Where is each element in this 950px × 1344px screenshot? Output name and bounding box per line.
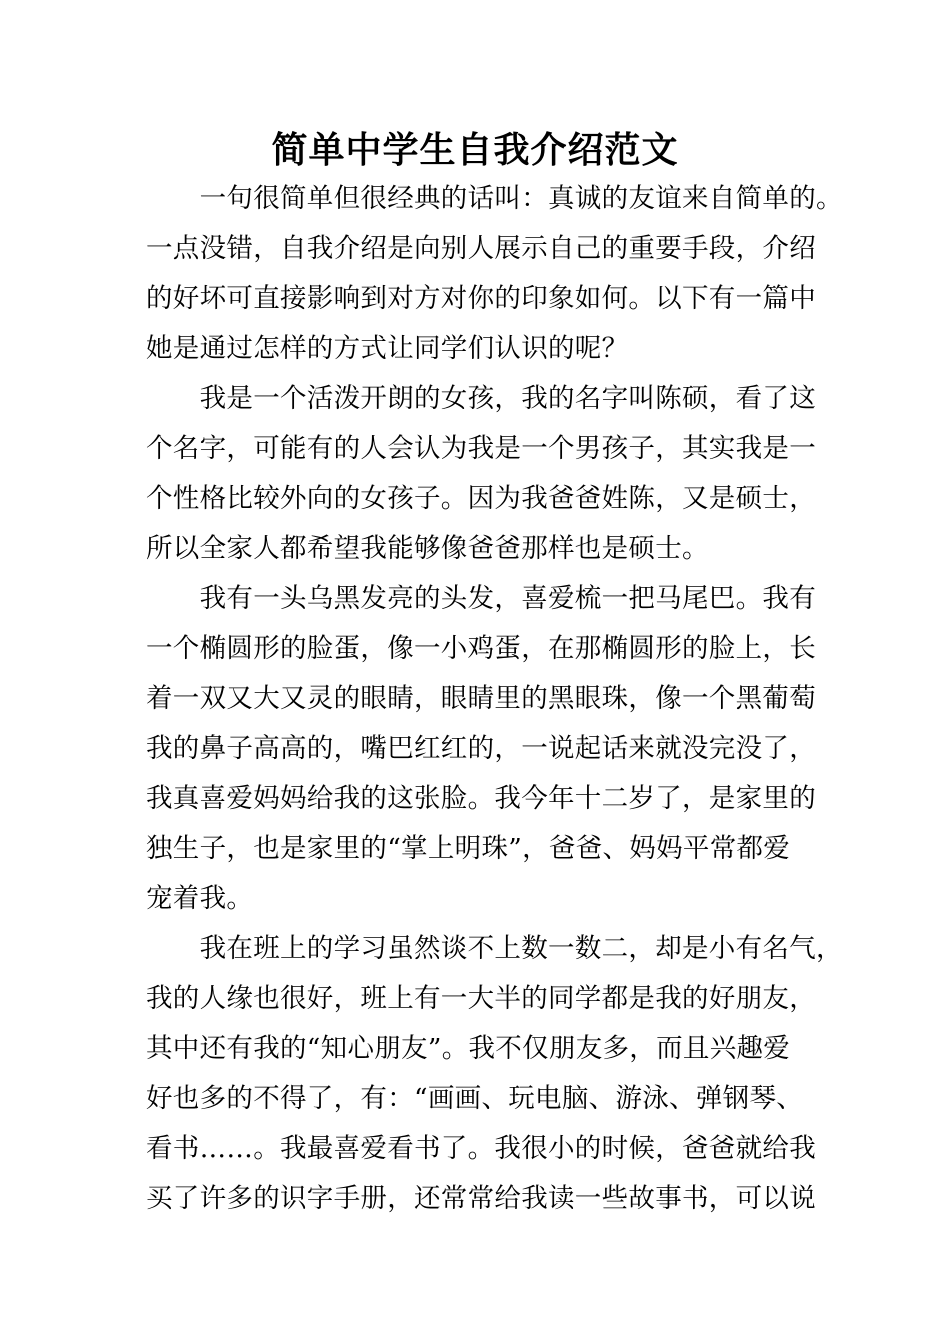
- text-line: 她是通过怎样的方式让同学们认识的呢？: [146, 333, 629, 364]
- text-line: 我有一头乌黑发亮的头发，喜爱梳一把马尾巴。我有: [146, 583, 816, 614]
- text-line: 看书……。我最喜爱看书了。我很小的时候，爸爸就给我: [146, 1133, 816, 1164]
- text-line: 一句很简单但很经典的话叫：真诚的友谊来自简单的。: [146, 183, 843, 214]
- text-line: 宠着我。: [146, 883, 254, 914]
- text-line: 好也多的不得了，有：“画画、玩电脑、游泳、弹钢琴、: [146, 1083, 804, 1114]
- text-line: 买了许多的识字手册，还常常给我读一些故事书，可以说: [146, 1183, 816, 1214]
- text-line: 个名字，可能有的人会认为我是一个男孩子，其实我是一: [146, 433, 816, 464]
- text-line: 所以全家人都希望我能够像爸爸那样也是硕士。: [146, 533, 709, 564]
- text-line: 独生子，也是家里的“掌上明珠”，爸爸、妈妈平常都爱: [146, 833, 791, 864]
- text-line: 一个椭圆形的脸蛋，像一小鸡蛋，在那椭圆形的脸上，长: [146, 633, 816, 664]
- text-line: 我真喜爱妈妈给我的这张脸。我今年十二岁了，是家里的: [146, 783, 816, 814]
- text-line: 着一双又大又灵的眼睛，眼睛里的黑眼珠，像一个黑葡萄: [146, 683, 816, 714]
- text-line: 我的鼻子高高的，嘴巴红红的，一说起话来就没完没了，: [146, 733, 816, 764]
- text-line: 我在班上的学习虽然谈不上数一数二，却是小有名气，: [146, 933, 843, 964]
- text-line: 的好坏可直接影响到对方对你的印象如何。以下有一篇中: [146, 283, 816, 314]
- text-line: 我是一个活泼开朗的女孩，我的名字叫陈硕，看了这: [146, 383, 816, 414]
- document-title: 简单中学生自我介绍范文: [271, 129, 679, 171]
- text-line: 我的人缘也很好，班上有一大半的同学都是我的好朋友，: [146, 983, 816, 1014]
- text-line: 个性格比较外向的女孩子。因为我爸爸姓陈，又是硕士，: [146, 483, 816, 514]
- text-line: 一点没错，自我介绍是向别人展示自己的重要手段，介绍: [146, 233, 816, 264]
- text-line: 其中还有我的“知心朋友”。我不仅朋友多，而且兴趣爱: [146, 1033, 791, 1064]
